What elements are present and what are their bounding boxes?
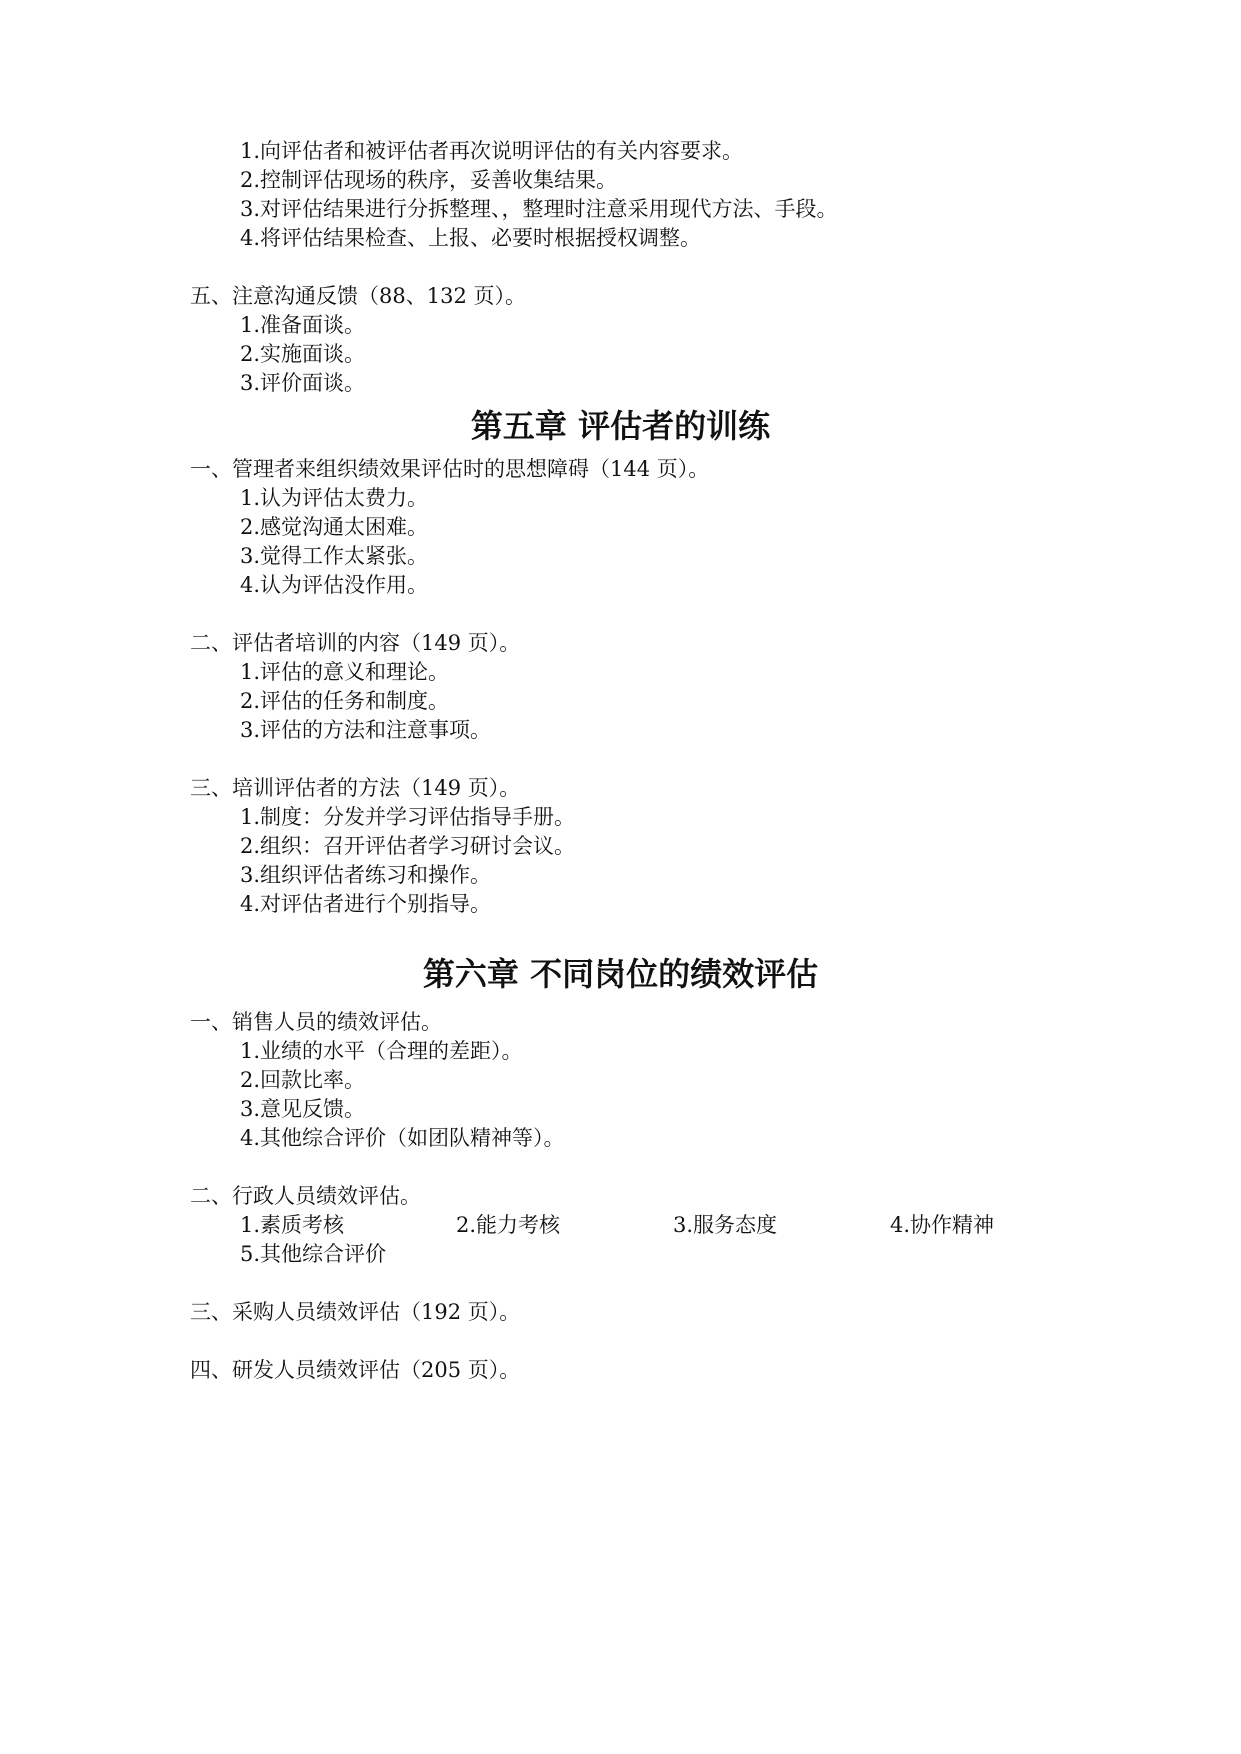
section-heading: 五、注意沟通反馈（88、132 页）。 <box>190 284 526 308</box>
list-item: 3.评价面谈。 <box>240 371 366 395</box>
list-item: 1.向评估者和被评估者再次说明评估的有关内容要求。 <box>240 139 744 163</box>
list-item: 3.觉得工作太紧张。 <box>240 544 429 568</box>
list-item: 4.将评估结果检查、上报、必要时根据授权调整。 <box>240 226 702 250</box>
list-item: 2.组织：召开评估者学习研讨会议。 <box>240 834 576 858</box>
list-item: 2.回款比率。 <box>240 1068 366 1092</box>
list-item: 3.组织评估者练习和操作。 <box>240 863 492 887</box>
list-item: 3.服务态度 <box>673 1213 778 1237</box>
list-item: 1.素质考核 <box>240 1213 345 1237</box>
list-item: 5.其他综合评价 <box>240 1242 387 1266</box>
section-heading: 二、行政人员绩效评估。 <box>190 1184 421 1208</box>
list-item: 1.认为评估太费力。 <box>240 486 429 510</box>
list-item: 2.能力考核 <box>456 1213 561 1237</box>
section-heading: 二、评估者培训的内容（149 页）。 <box>190 631 521 655</box>
section-heading: 三、培训评估者的方法（149 页）。 <box>190 776 521 800</box>
list-item: 3.评估的方法和注意事项。 <box>240 718 492 742</box>
list-item: 4.对评估者进行个别指导。 <box>240 892 492 916</box>
list-item: 1.评估的意义和理论。 <box>240 660 450 684</box>
list-item: 1.业绩的水平（合理的差距）。 <box>240 1039 523 1063</box>
list-item: 2.实施面谈。 <box>240 342 366 366</box>
list-item: 4.协作精神 <box>890 1213 995 1237</box>
chapter-title: 第六章 不同岗位的绩效评估 <box>422 955 819 993</box>
section-heading: 四、研发人员绩效评估（205 页）。 <box>190 1358 521 1382</box>
list-item: 1.制度：分发并学习评估指导手册。 <box>240 805 576 829</box>
list-item: 2.控制评估现场的秩序，妥善收集结果。 <box>240 168 618 192</box>
list-item: 4.认为评估没作用。 <box>240 573 429 597</box>
chapter-title: 第五章 评估者的训练 <box>470 407 771 445</box>
section-heading: 一、管理者来组织绩效果评估时的思想障碍（144 页）。 <box>190 457 710 481</box>
section-heading: 一、销售人员的绩效评估。 <box>190 1010 442 1034</box>
section-heading: 三、采购人员绩效评估（192 页）。 <box>190 1300 521 1324</box>
list-item: 3.对评估结果进行分拆整理、，整理时注意采用现代方法、手段。 <box>240 197 838 221</box>
list-item: 4.其他综合评价（如团队精神等）。 <box>240 1126 565 1150</box>
list-item: 3.意见反馈。 <box>240 1097 366 1121</box>
list-item: 2.感觉沟通太困难。 <box>240 515 429 539</box>
list-item: 2.评估的任务和制度。 <box>240 689 450 713</box>
list-item: 1.准备面谈。 <box>240 313 366 337</box>
